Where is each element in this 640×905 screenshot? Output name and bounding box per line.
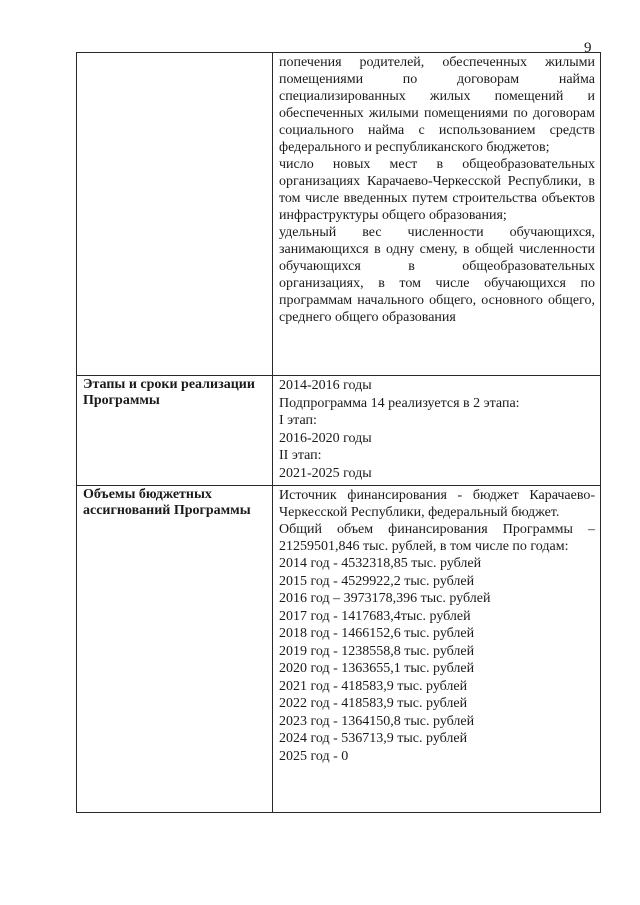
stage-line: Подпрограмма 14 реализуется в 2 этапа:: [279, 395, 520, 411]
stage-line: 2021-2025 годы: [279, 465, 372, 481]
table-row-stages: [77, 376, 601, 486]
funding-year: 2015 год - 4529922,2 тыс. рублей: [279, 573, 475, 589]
funding-total: Общий объем финансирования Программы – 21259501,846 тыс. рублей, в том числе по годам:: [279, 522, 595, 554]
funding-year: 2018 год - 1466152,6 тыс. рублей: [279, 626, 475, 641]
funding-year: 2024 год - 536713,9 тыс. рублей: [279, 731, 468, 746]
funding-year: 2025 год - 0: [279, 748, 349, 764]
stage-line: II этап:: [279, 448, 322, 463]
funding-year: 2019 год - 1238558,8 тыс. рублей: [279, 643, 475, 659]
indicator-paragraph: попечения родителей, обеспеченных жилыми помещениями по договорам найма специализированных жилых помещений и обеспеченных жилыми помещениями по договорам социального найма с использованием средств федерального и республиканского бюджетов;: [279, 55, 595, 155]
stage-line: 2014-2016 годы: [279, 378, 372, 393]
page-number: 9: [584, 40, 592, 56]
stage-line: I этап:: [279, 413, 317, 428]
table-row-indicators: [77, 53, 601, 376]
funding-source: Источник финансирования - бюджет Карачаево-Черкесской Республики, федеральный бюджет.: [279, 488, 595, 520]
stages-label: Этапы и сроки реализации Программы: [77, 376, 273, 486]
indicator-paragraph: удельный вес численности обучающихся, занимающихся в одну смену, в общей численности обучающихся в общеобразовательных организациях, в том числе обучающихся по программам начального общего, основного общего, среднего общего образования: [279, 225, 595, 325]
funding-year: 2017 год - 1417683,4тыс. рублей: [279, 608, 471, 624]
program-passport-table: [76, 52, 601, 813]
funding-year: 2014 год - 4532318,85 тыс. рублей: [279, 556, 482, 571]
row-label-empty: [77, 53, 273, 376]
funding-year: 2022 год - 418583,9 тыс. рублей: [279, 696, 468, 711]
funding-label: Объемы бюджетных ассигнований Программы: [77, 486, 273, 813]
funding-year: 2023 год - 1364150,8 тыс. рублей: [279, 713, 475, 729]
indicators-cell: [273, 53, 601, 376]
funding-year: 2021 год - 418583,9 тыс. рублей: [279, 678, 468, 694]
funding-year: 2020 год - 1363655,1 тыс. рублей: [279, 661, 475, 676]
stages-cell: [273, 376, 601, 486]
table-row-funding: [77, 486, 601, 813]
funding-cell: [273, 486, 601, 813]
stage-line: 2016-2020 годы: [279, 430, 372, 446]
indicator-paragraph: число новых мест в общеобразовательных организациях Карачаево-Черкесской Республики, в том числе введенных путем строительства объектов инфраструктуры общего образования;: [279, 157, 595, 223]
funding-year: 2016 год – 3973178,396 тыс. рублей: [279, 591, 491, 606]
